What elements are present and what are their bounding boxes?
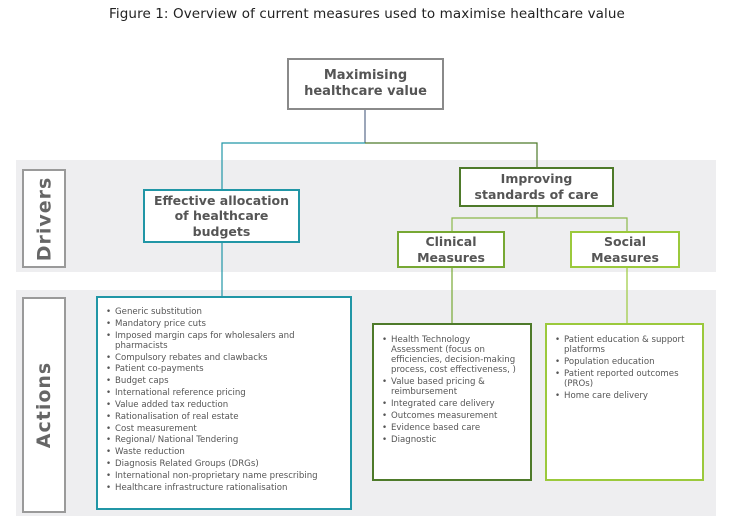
- root-line2: healthcare value: [304, 84, 427, 99]
- effective-line1: Effective allocation: [154, 192, 289, 208]
- improving-line1: Improving: [500, 171, 573, 187]
- root-box: [287, 58, 444, 110]
- action-item: • Home care delivery: [555, 391, 694, 401]
- action-item: • Budget caps: [106, 376, 342, 386]
- action-item: • Health Technology Assessment (focus on efficiencies, decision-making process, cost effectiveness, ): [382, 335, 522, 376]
- action-item: • Generic substitution: [106, 307, 342, 317]
- clinical-line1: Clinical: [425, 233, 477, 249]
- action-item: • Rationalisation of real estate: [106, 412, 342, 422]
- clinical-actions-box: [372, 323, 532, 481]
- action-item: • Value based pricing & reimbursement: [382, 377, 522, 397]
- action-item: • International non-proprietary name prescribing: [106, 471, 342, 481]
- action-item: • Integrated care delivery: [382, 399, 522, 409]
- action-item: • Diagnosis Related Groups (DRGs): [106, 459, 342, 469]
- social-actions-list: [555, 335, 694, 401]
- root-line1: Maximising: [323, 67, 408, 83]
- action-item: • Regional/ National Tendering: [106, 435, 342, 445]
- clinical-line2: Measures: [417, 249, 485, 265]
- effective-allocation-box: [143, 189, 300, 243]
- social-measures-box: [570, 231, 680, 268]
- drivers-label: Drivers: [33, 176, 56, 261]
- action-item: • Evidence based care: [382, 423, 522, 433]
- action-item: • Healthcare infrastructure rationalisation: [106, 483, 342, 493]
- improving-branch-line: [365, 143, 537, 167]
- drivers-label-box: [22, 169, 66, 268]
- clinical-measures-box: [397, 231, 505, 268]
- actions-label: Actions: [33, 361, 56, 449]
- action-item: • Population education: [555, 357, 694, 367]
- effective-branch-line: [222, 143, 365, 189]
- action-item: • Imposed margin caps for wholesalers and pharmacists: [106, 331, 342, 351]
- action-item: • Diagnostic: [382, 435, 522, 445]
- social-line1: Social: [603, 233, 646, 249]
- social-line2: Measures: [591, 249, 659, 265]
- action-item: • Cost measurement: [106, 424, 342, 434]
- clinical-actions-list: [382, 335, 522, 445]
- action-item: • Patient co-payments: [106, 364, 342, 374]
- action-item: • International reference pricing: [106, 388, 342, 398]
- action-item: • Patient reported outcomes (PROs): [555, 369, 694, 389]
- action-item: • Outcomes measurement: [382, 411, 522, 421]
- figure-title: Figure 1: Overview of current measures used to maximise healthcare value: [109, 6, 625, 22]
- action-item: • Waste reduction: [106, 447, 342, 457]
- action-item: • Mandatory price cuts: [106, 319, 342, 329]
- effective-line3: budgets: [192, 223, 251, 239]
- action-item: • Value added tax reduction: [106, 400, 342, 410]
- social-actions-box: [545, 323, 704, 481]
- action-item: • Patient education & support platforms: [555, 335, 694, 355]
- actions-label-box: [22, 297, 66, 513]
- effective-line2: of healthcare: [174, 208, 269, 224]
- clinical-social-split-line: [452, 218, 627, 231]
- effective-actions-list: [106, 307, 342, 493]
- effective-actions-box: [96, 296, 352, 510]
- improving-line2: standards of care: [474, 187, 599, 202]
- action-item: • Compulsory rebates and clawbacks: [106, 353, 342, 363]
- improving-standards-box: [459, 167, 614, 207]
